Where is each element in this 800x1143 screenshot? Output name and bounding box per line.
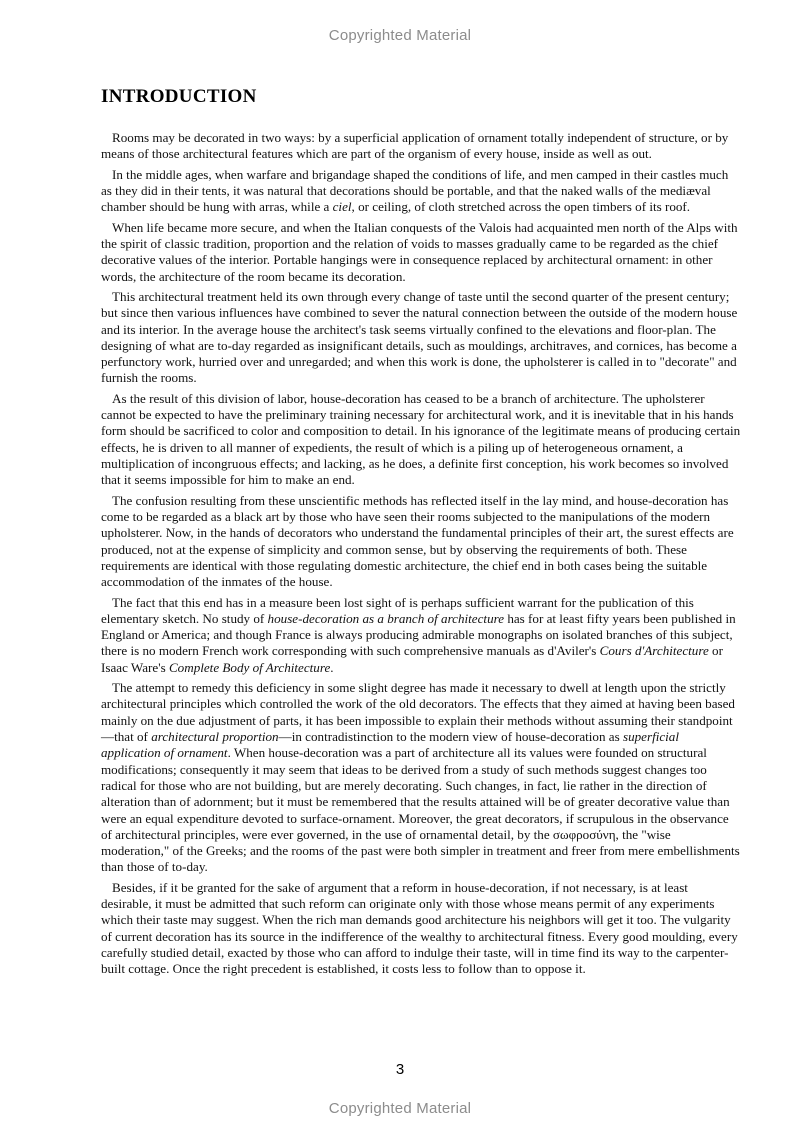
text-run: —in contradistinction to the modern view of house-decoration as [278,729,623,745]
paragraph [101,880,741,978]
paragraph [101,220,741,285]
text-run: or Isaac Ware's [101,643,723,675]
italic-text: Cours d'Architecture [599,643,709,659]
text-run: This architectural treatment held its own through every change of taste until the second quarter of the present century; but since then various influences have combined to sever the natural connection between the outside of the modern house and its interior. In the average house the architect's task seems virtually confined to the elevations and floor-plan. The designing of what are to-day regarded as insignificant details, such as mouldings, architraves, and cornices, has become a perfunctory work, hurried over and unregarded; and when this work is done, the upholsterer is called in to "decorate" and furnish the rooms. [101,288,738,386]
paragraph [101,289,741,387]
paragraph [101,595,741,676]
text-run: In the middle ages, when warfare and brigandage shaped the conditions of life, and men camped in their castles much as they did in their tents, it was natural that decorations should be portable, and that the naked walls of the mediæval chamber should be hung with arras, while a [101,166,729,215]
italic-text: house-decoration as a branch of architecture [267,610,505,626]
text-run: The fact that this end has in a measure been lost sight of is perhaps sufficient warrant for the publication of this elementary sketch. No study of [101,594,694,626]
italic-text: ciel [332,199,352,215]
paragraph [101,391,741,489]
page-number: 3 [395,1061,405,1078]
paragraph [101,130,741,163]
paragraph [101,680,741,876]
text-run: has for at least fifty years been published in England or America; and though France is always producing admirable monographs on isolated branches of this subject, there is no modern French work corresponding with such comprehensive manuals as d'Aviler's [101,610,736,659]
italic-text: architectural proportion [151,729,279,745]
text-run: . [330,659,334,675]
text-run: The attempt to remedy this deficiency in some slight degree has made it necessary to dwell at length upon the strictly architectural principles which controlled the work of the old decorators. The effects that they aimed at having been based mainly on the due adjustment of parts, it has been impossible to explain their methods without assuming their standpoint—that of [101,680,735,745]
text-run: As the result of this division of labor, house-decoration has ceased to be a branch of architecture. The upholsterer cannot be expected to have the preliminary training necessary for architectural work, and it is inevitable that in his hands form should be sacrificed to color and composition to detail. In his ignorance of the legitimate means of producing certain effects, he is driven to all manner of expedients, the result of which is a piling up of heterogeneous ornament, a multiplication of incongruous effects; and lacking, as he does, a definite first conception, his work becomes so involved that it seems impossible for him to make an end. [101,390,741,488]
paragraph [101,167,741,216]
italic-text: superficial application of ornament [101,729,679,761]
text-run: Rooms may be decorated in two ways: by a superficial application of ornament totally independent of structure, or by means of those architectural features which are part of the organism of every house, inside as well as out. [101,130,729,162]
text-run: , or ceiling, of cloth stretched across the open timbers of its roof. [351,199,691,215]
watermark-top: Copyrighted Material [328,27,472,44]
text-run: The confusion resulting from these unscientific methods has reflected itself in the lay mind, and house-decoration has come to be regarded as a black art by those who have seen their rooms subjected to the manipulations of the modern upholsterer. Now, in the hands of decorators who understand the fundamental principles of their art, the surest effects are produced, not at the expense of simplicity and common sense, but by observing the requirements of both. These requirements are identical with those regulating domestic architecture, the chief end in both cases being the suitable accommodation of the inmates of the house. [101,492,734,590]
watermark-bottom: Copyrighted Material [328,1100,472,1117]
paragraph [101,493,741,591]
chapter-heading: INTRODUCTION [101,86,257,107]
italic-text: Complete Body of Architecture [168,659,331,675]
text-run: When life became more secure, and when the Italian conquests of the Valois had acquainted men north of the Alps with the spirit of classic tradition, proportion and the relation of voids to masses gradually came to be regarded as the chief decorative values of the interior. Portable hangings were in consequence replaced by architectural ornament: in other words, the architecture of the room became its decoration. [101,219,738,284]
body-text [101,130,741,982]
text-run: Besides, if it be granted for the sake of argument that a reform in house-decoration, if not necessary, is at least desirable, it must be admitted that such reform can originate only with those whose means permit of any experiments which their taste may suggest. When the rich man demands good architecture his neighbors will get it too. The vulgarity of current decoration has its source in the indifference of the wealthy to architectural fitness. Every good moulding, every carefully studied detail, exacted by those who can afford to indulge their taste, will in time find its way to the carpenter-built cottage. Once the right precedent is established, it costs less to follow than to oppose it. [101,879,738,977]
text-run: . When house-decoration was a part of architecture all its values were founded on structural modifications; consequently it may seem that ideas to be derived from a study of such methods suggest changes too radical for those who are not building, but are merely decorating. Such changes, in fact, lie rather in the direction of alteration than of adornment; but it must be remembered that the results attained will be of greater decorative value than were an equal expenditure devoted to surface-ornament. Moreover, the great decorators, if scrupulous in the observance of architectural principles, were ever governed, in the use of ornamental detail, by the σωφροσύνη, the "wise moderation," of the Greeks; and the rooms of the past were both simpler in treatment and freer from mere embellishments than those of to-day. [101,745,740,875]
